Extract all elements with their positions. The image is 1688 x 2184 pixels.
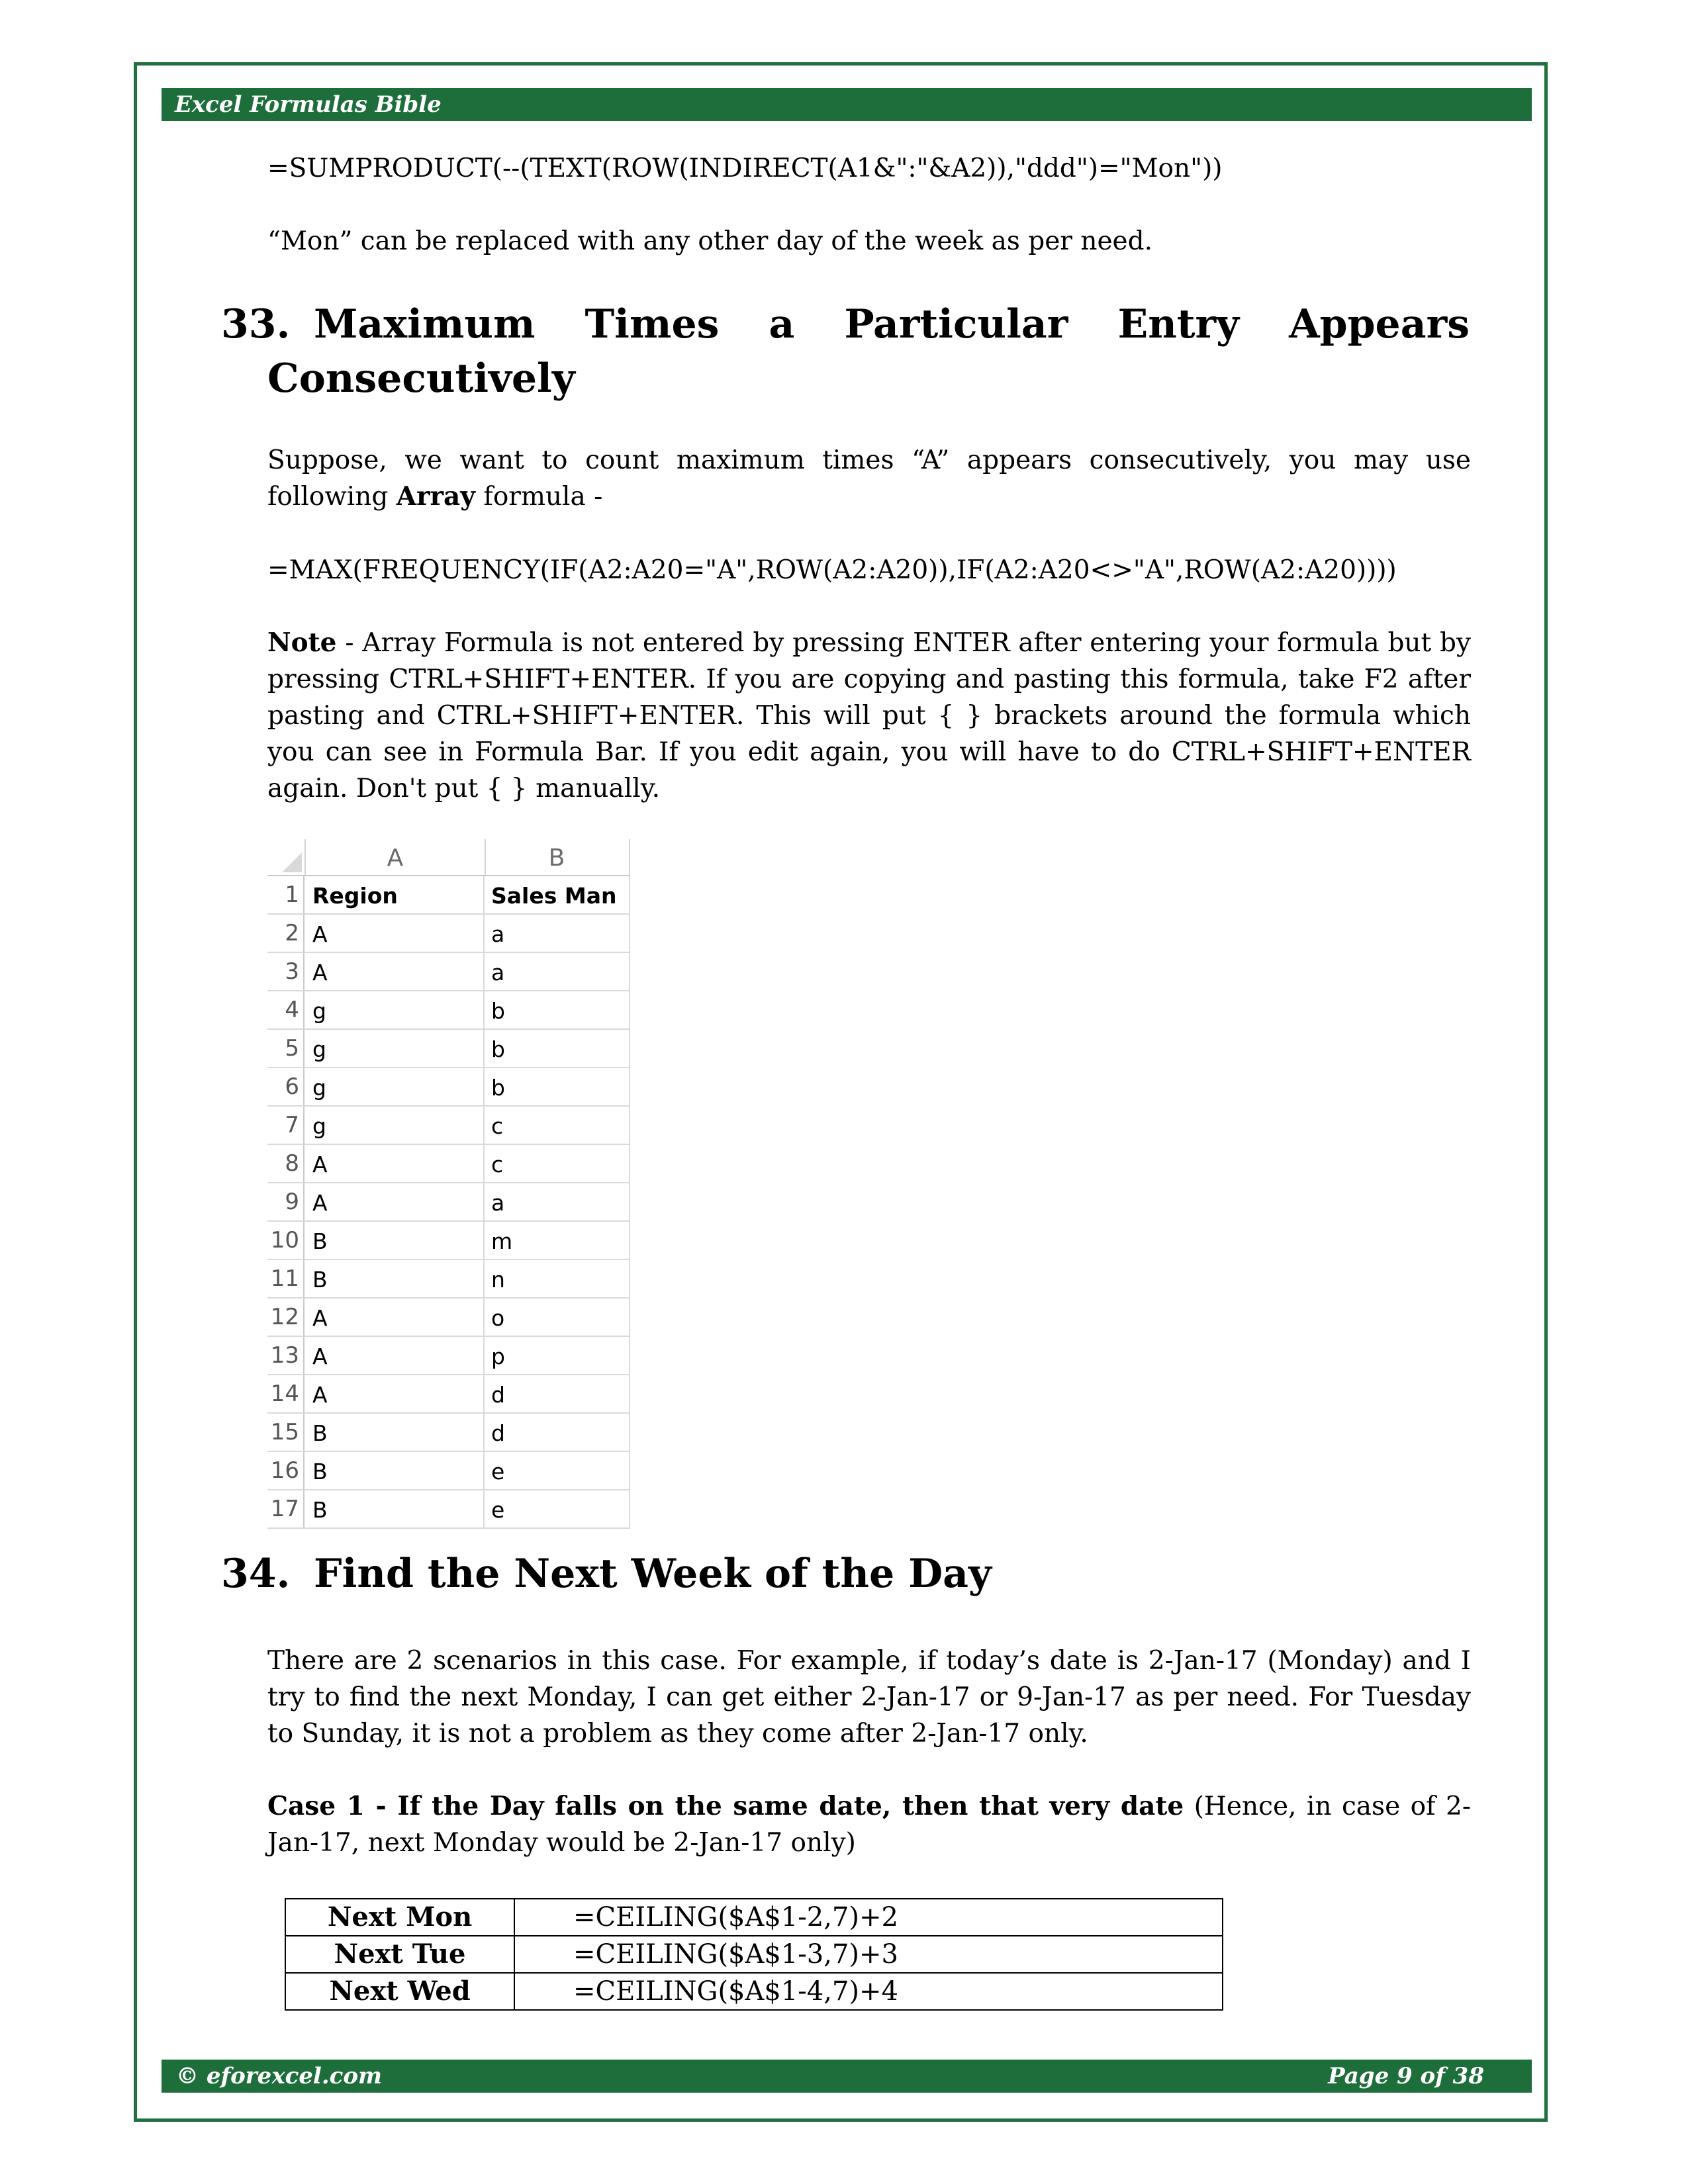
cell-sales-man: e (485, 1490, 630, 1527)
row-number: 12 (267, 1298, 305, 1336)
cell-sales-man: o (485, 1298, 630, 1336)
row-number: 8 (267, 1145, 305, 1182)
header-title: Excel Formulas Bible (175, 91, 442, 118)
row-number: 2 (267, 915, 305, 952)
sheet-row (267, 915, 630, 953)
column-header-a: A (306, 839, 486, 875)
sheet-row (267, 1030, 630, 1068)
section-34-number: 34. (221, 1551, 291, 1597)
row-number: 11 (267, 1260, 305, 1297)
sheet-row (267, 876, 630, 915)
cell-sales-man: c (485, 1145, 630, 1182)
section-33-heading (0, 296, 1688, 409)
sheet-row (267, 1375, 630, 1414)
sheet-row (267, 1068, 630, 1107)
cell-region: Region (307, 876, 485, 913)
cell-sales-man: a (485, 953, 630, 990)
cell-sales-man: n (485, 1260, 630, 1297)
cell-region: A (307, 1183, 485, 1220)
note-label: Note (267, 627, 337, 658)
header-bar (162, 88, 1532, 121)
row-number: 3 (267, 953, 305, 990)
cell-region: A (307, 1145, 485, 1182)
footer-bar (162, 2060, 1532, 2093)
formula-value: =CEILING($A$1-4,7)+4 (514, 1973, 1223, 2010)
cell-sales-man: a (485, 915, 630, 952)
intro-array-bold: Array (396, 481, 475, 512)
sheet-row (267, 1222, 630, 1260)
column-header-row (267, 839, 630, 876)
row-number: 14 (267, 1375, 305, 1412)
cell-region: A (307, 1298, 485, 1336)
row-number: 1 (267, 876, 305, 913)
formula-table-row (285, 1899, 1223, 1936)
row-number: 13 (267, 1337, 305, 1374)
array-formula-note (267, 625, 1471, 807)
row-number: 10 (267, 1222, 305, 1259)
case-1-rest: (Hence, in case of 2-Jan-17, next Monday would be 2-Jan-17 only) (267, 1792, 1472, 1858)
sheet-row (267, 1337, 630, 1375)
row-number: 17 (267, 1490, 305, 1527)
section-33-number: 33. (221, 301, 291, 347)
section-33-title-line1: Maximum Times a Particular Entry Appears (314, 301, 1470, 347)
column-header-b: B (485, 839, 630, 875)
next-day-formula-table (285, 1898, 1223, 2011)
sheet-row (267, 1298, 630, 1337)
cell-region: g (307, 1030, 485, 1067)
sheet-row (267, 991, 630, 1030)
formula-label: Next Mon (285, 1899, 514, 1936)
cell-region: B (307, 1490, 485, 1527)
intro-text-b: formula - (483, 482, 603, 512)
row-number: 5 (267, 1030, 305, 1067)
section-33-intro (267, 442, 1471, 515)
cell-region: A (307, 1375, 485, 1412)
row-number: 4 (267, 991, 305, 1028)
case-1-paragraph (267, 1788, 1471, 1861)
cell-region: A (307, 1337, 485, 1374)
case-1-bold: Case 1 - If the Day falls on the same date, then that very date (267, 1791, 1184, 1821)
cell-sales-man: e (485, 1452, 630, 1489)
cell-sales-man: b (485, 1068, 630, 1105)
intro-text-a: Suppose, we want to count maximum times “A” appears consecutively, you may use following (267, 445, 1471, 512)
cell-region: A (307, 953, 485, 990)
mon-note: “Mon” can be replaced with any other day of the week as per need. (267, 226, 1152, 256)
section-33-title-line2: Consecutively (267, 355, 575, 402)
sheet-row (267, 1452, 630, 1490)
sheet-row (267, 1414, 630, 1452)
section-34-paragraph: There are 2 scenarios in this case. For example, if today’s date is 2-Jan-17 (Monday) and I try to find the next Monday, I can get either 2-Jan-17 or 9-Jan-17 as per need. For Tuesday to Sunday, it is not a problem as they come after 2-Jan-17 only. (267, 1646, 1471, 1749)
section-34-heading (0, 1546, 1688, 1602)
sheet-row (267, 1107, 630, 1145)
formula-label: Next Wed (285, 1973, 514, 2010)
cell-region: B (307, 1452, 485, 1489)
cell-sales-man: b (485, 1030, 630, 1067)
max-frequency-formula: =MAX(FREQUENCY(IF(A2:A20="A",ROW(A2:A20)),IF(A2:A20<>"A",ROW(A2:A20)))) (267, 555, 1397, 585)
formula-value: =CEILING($A$1-3,7)+3 (514, 1936, 1223, 1973)
cell-region: B (307, 1414, 485, 1451)
formula-label: Next Tue (285, 1936, 514, 1973)
cell-region: g (307, 991, 485, 1028)
cell-region: g (307, 1068, 485, 1105)
sheet-row (267, 953, 630, 991)
sheet-row (267, 1183, 630, 1222)
excel-sheet-screenshot (267, 839, 630, 1529)
row-number: 6 (267, 1068, 305, 1105)
cell-sales-man: p (485, 1337, 630, 1374)
row-number: 9 (267, 1183, 305, 1220)
note-text: - Array Formula is not entered by pressing ENTER after entering your formula but by pressing CTRL+SHIFT+ENTER. If you are copying and pasting this formula, take F2 after pasting and CTRL+SHIFT+ENTER. This will put { } brackets around the formula which you can see in Formula Bar. If you edit again, you will have to do CTRL+SHIFT+ENTER again. Don't put { } manually. (267, 628, 1472, 803)
cell-sales-man: a (485, 1183, 630, 1220)
sheet-row (267, 1145, 630, 1183)
cell-sales-man: m (485, 1222, 630, 1259)
formula-table-row (285, 1973, 1223, 2010)
sumproduct-formula: =SUMPRODUCT(--(TEXT(ROW(INDIRECT(A1&":"&A2)),"ddd")="Mon")) (267, 154, 1223, 183)
cell-sales-man: d (485, 1375, 630, 1412)
cell-region: g (307, 1107, 485, 1144)
select-all-corner (267, 839, 306, 875)
footer-page-number: Page 9 of 38 (1328, 2063, 1484, 2089)
cell-region: A (307, 915, 485, 952)
cell-region: B (307, 1222, 485, 1259)
sheet-row (267, 1260, 630, 1298)
row-number: 15 (267, 1414, 305, 1451)
section-34-title: Find the Next Week of the Day (314, 1551, 992, 1597)
cell-sales-man: b (485, 991, 630, 1028)
cell-sales-man: Sales Man (485, 876, 630, 913)
formula-value: =CEILING($A$1-2,7)+2 (514, 1899, 1223, 1936)
sheet-row (267, 1490, 630, 1529)
cell-sales-man: d (485, 1414, 630, 1451)
corner-triangle-icon (282, 852, 302, 872)
footer-site: © eforexcel.com (176, 2063, 383, 2089)
row-number: 16 (267, 1452, 305, 1489)
cell-region: B (307, 1260, 485, 1297)
cell-sales-man: c (485, 1107, 630, 1144)
formula-table-row (285, 1936, 1223, 1973)
row-number: 7 (267, 1107, 305, 1144)
sheet-rows (267, 876, 630, 1529)
